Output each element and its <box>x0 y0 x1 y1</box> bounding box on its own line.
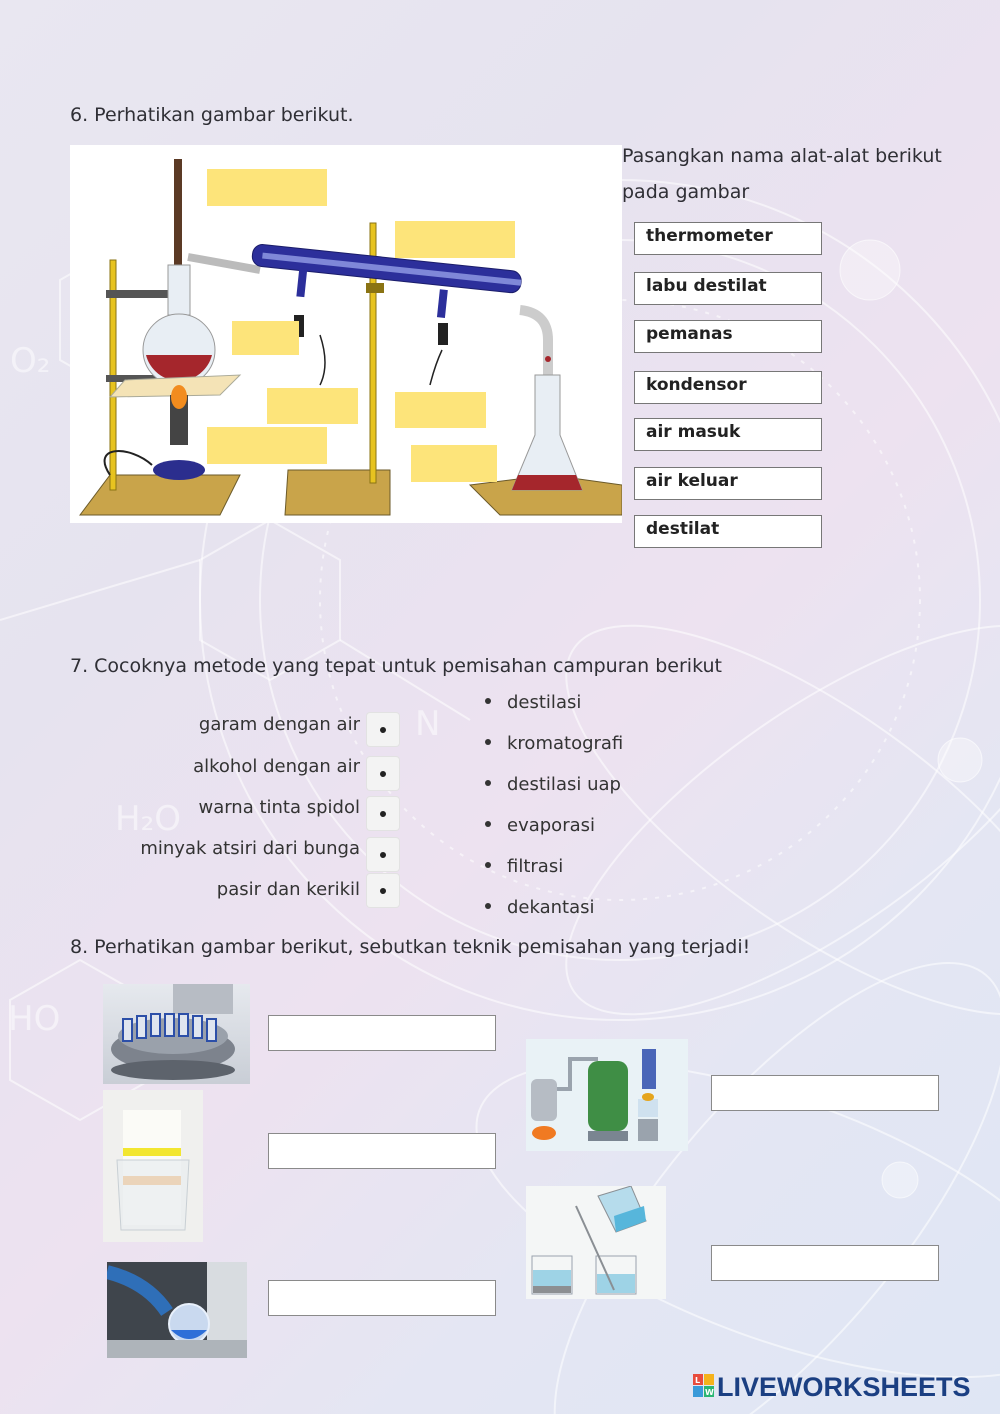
answer-field-centrifuge[interactable] <box>268 1015 496 1051</box>
q7-option[interactable] <box>485 733 623 754</box>
chromatography-image <box>103 1090 203 1242</box>
drop-zone-water-in[interactable] <box>395 392 486 428</box>
label-air-masuk[interactable]: air masuk <box>634 418 822 451</box>
answer-field-steam-distillation[interactable] <box>711 1075 939 1111</box>
q7-option-label: filtrasi <box>507 856 564 877</box>
liveworksheets-logo <box>693 1372 971 1403</box>
match-dot[interactable] <box>367 797 399 830</box>
drop-zone-heater[interactable] <box>207 427 327 464</box>
q6-heading: 6. Perhatikan gambar berikut. <box>70 104 354 126</box>
label-labu-destilat[interactable]: labu destilat <box>634 272 822 305</box>
centrifuge-image <box>103 984 250 1084</box>
q7-item: alkohol dengan air <box>193 756 360 777</box>
match-dot[interactable] <box>367 874 399 907</box>
svg-text:HO: HO <box>8 999 61 1039</box>
q7-option-label: destilasi <box>507 692 582 713</box>
label-destilat[interactable]: destilat <box>634 515 822 548</box>
bullet-icon <box>485 821 491 827</box>
bullet-icon <box>485 780 491 786</box>
label-kondensor[interactable]: kondensor <box>634 371 822 404</box>
svg-text:L: L <box>695 1375 701 1385</box>
answer-field-decantation[interactable] <box>711 1245 939 1281</box>
q7-option[interactable] <box>485 856 563 877</box>
q7-option-label: destilasi uap <box>507 774 621 795</box>
decantation-image <box>526 1186 666 1299</box>
drop-zone-flask[interactable] <box>232 321 299 355</box>
label-thermometer[interactable]: thermometer <box>634 222 822 255</box>
drop-zone-thermometer[interactable] <box>207 169 327 206</box>
liveworksheets-brand-text: LIVEWORKSHEETS <box>717 1372 971 1402</box>
q7-option[interactable] <box>485 692 581 713</box>
q7-option[interactable] <box>485 774 621 795</box>
dot-icon <box>380 727 386 733</box>
bullet-icon <box>485 862 491 868</box>
answer-field-chromatography[interactable] <box>268 1133 496 1169</box>
dot-icon <box>380 852 386 858</box>
q7-heading: 7. Cocoknya metode yang tepat untuk pemisahan campuran berikut <box>70 655 722 677</box>
answer-field-rotary-evaporator[interactable] <box>268 1280 496 1316</box>
q7-option-label: kromatografi <box>507 733 624 754</box>
q7-item: garam dengan air <box>198 714 360 735</box>
svg-text:O₂: O₂ <box>10 341 51 381</box>
q7-option[interactable] <box>485 897 595 918</box>
dot-icon <box>380 888 386 894</box>
q8-heading: 8. Perhatikan gambar berikut, sebutkan teknik pemisahan yang terjadi! <box>70 936 751 958</box>
dot-icon <box>380 771 386 777</box>
liveworksheets-logo-icon <box>693 1374 715 1398</box>
match-dot[interactable] <box>367 757 399 790</box>
q7-option-label: evaporasi <box>507 815 596 836</box>
q7-option-label: dekantasi <box>507 897 595 918</box>
label-air-keluar[interactable]: air keluar <box>634 467 822 500</box>
dot-icon <box>380 811 386 817</box>
q7-item: minyak atsiri dari bunga <box>140 838 360 859</box>
drop-zone-water-out[interactable] <box>267 388 358 424</box>
distillation-apparatus-image <box>70 145 622 523</box>
steam-distillation-image <box>526 1039 688 1151</box>
bullet-icon <box>485 698 491 704</box>
match-dot[interactable] <box>367 713 399 746</box>
rotary-evaporator-image <box>107 1262 247 1358</box>
svg-text:H₂O: H₂O <box>115 799 181 839</box>
q7-option[interactable] <box>485 815 595 836</box>
q6-instruction: Pasangkan nama alat-alat berikut pada gambar <box>622 145 942 203</box>
bullet-icon <box>485 903 491 909</box>
q7-item: warna tinta spidol <box>198 797 360 818</box>
drop-zone-distillate[interactable] <box>411 445 497 482</box>
bullet-icon <box>485 739 491 745</box>
svg-text:W: W <box>705 1387 714 1397</box>
label-pemanas[interactable]: pemanas <box>634 320 822 353</box>
q7-item: pasir dan kerikil <box>216 879 360 900</box>
drop-zone-condenser[interactable] <box>395 221 515 258</box>
svg-text:N: N <box>415 704 441 744</box>
match-dot[interactable] <box>367 838 399 871</box>
